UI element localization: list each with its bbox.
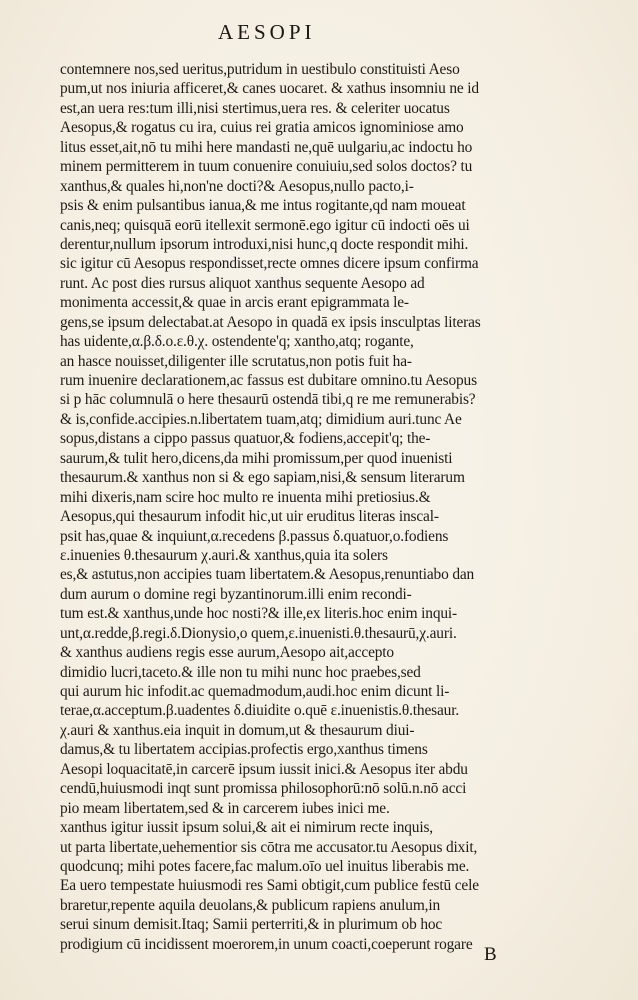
text-line: Aesopus,qui thesaurum infodit hic,ut uir eruditus literas inscal- (60, 508, 439, 526)
text-line: & is,confide.accipies.n.libertatem tuam,atq; dimidium auri.tunc Ae (60, 410, 462, 428)
text-line: tum est.& xanthus,unde hoc nosti?& ille,ex literis.hoc enim inqui- (60, 605, 458, 623)
text-line: rum inuenire declarationem,ac fassus est dubitare omnino.tu Aesopus (60, 372, 477, 389)
text-line: es,& astutus,non accipies tuam libertatem.& Aesopus,renuntiabo dan (60, 566, 475, 584)
text-line: saurum,& tulit hero,dicens,da mihi promissum,per quod inuenisti (60, 449, 453, 467)
text-line: cendū,huiusmodi inqt sunt promissa philosophorū:nō solū.n.nō acci (60, 780, 467, 798)
text-line: minem permitterem in tuum conuenire conuiuiu,sed solos doctos? tu (60, 158, 473, 176)
text-line: sopus,distans a cippo passus quatuor,& fodiens,accepit'q; the- (60, 430, 431, 448)
text-line: est,an uera res:tum illi,nisi stertimus,uera res. & celeriter uocatus (60, 99, 450, 117)
text-line: prodigium cū incidissent moerorem,in unum coacti,coeperunt rogare (60, 935, 473, 953)
text-line: Ea uero tempestate huiusmodi res Sami obtigit,cum publice festū cele (60, 877, 479, 895)
text-line: pum,ut nos iniuria afficeret,& canes uocaret. & xathus insomniu ne id (60, 80, 479, 98)
text-line: terae,α.acceptum.β.uadentes δ.diuidite ο.quē ε.inuenistis.θ.thesaur. (60, 702, 460, 720)
text-line: unt,α.redde,β.regi.δ.Dionysio,ο quem,ε.inuenisti.θ.thesaurū,χ.auri. (60, 624, 457, 642)
text-line: litus esset,ait,nō tu mihi here mandasti ne,quē uulgariu,ac indoctu ho (60, 138, 473, 156)
text-line: dimidio lucri,taceto.& ille non tu mihi nunc hoc praebes,sed (60, 663, 421, 681)
text-line: xanthus,& quales hi,non'ne docti?& Aesopus,nullo pacto,i- (60, 177, 414, 195)
running-head: AESOPI (218, 20, 316, 44)
text-line: serui sinum demisit.Itaq; Samii perterriti,& in plurimum ob hoc (60, 916, 443, 934)
text-line: mihi dixeris,nam scire hoc multo re inuenta mihi pretiosius.& (60, 488, 431, 506)
text-line: sic igitur cū Aesopus respondisset,recte omnes dicere ipsum confirma (60, 255, 479, 273)
text-line: dum aurum o domine regi byzantinorum.illi enim recondi- (60, 585, 412, 603)
text-line: monimenta accessit,& quae in arcis erant epigrammata le- (60, 294, 409, 312)
text-line: quodcunq; mihi potes facere,fac malum.oīo uel inuitus liberabis me. (60, 857, 470, 875)
text-line: xanthus igitur iussit ipsum solui,& ait ei nimirum recte inquis, (60, 819, 434, 837)
text-line: & xanthus audiens regis esse aurum,Aesopo ait,accepto (60, 644, 394, 662)
text-line: thesaurum.& xanthus non si & ego sapiam,nisi,& sensum literarum (60, 469, 465, 487)
text-line: an hasce nouisset,diligenter ille scrutatus,non potis fuit ha- (60, 352, 412, 370)
text-line: derentur,nullum ipsorum introduxi,nisi hunc,q docte respondit mihi. (60, 235, 469, 253)
signature-mark: B (484, 944, 497, 965)
text-line: qui aurum hic infodit.ac quemadmodum,audi.hoc enim dicunt li- (60, 683, 450, 700)
text-line: si p hāc columnulā o here thesaurū ostendā tibi,q re me remunerabis? (60, 391, 476, 409)
body-text (60, 60, 580, 954)
text-line: Aesopi loquacitatē,in carcerē ipsum iussit inici.& Aesopus iter abdu (60, 760, 468, 778)
text-line: has uidente,α.β.δ.ο.ε.θ.χ. ostendente'q; xantho,atq; rogante, (60, 333, 414, 351)
text-line: damus,& tu libertatem accipias.profectis ergo,xanthus timens (60, 741, 428, 759)
text-line: χ.auri & xanthus.eia inquit in domum,ut & thesaurum diui- (60, 721, 415, 739)
text-line: ut parta libertate,uehementior sis cōtra me accusator.tu Aesopus dixit, (60, 838, 478, 856)
text-line: runt. Ac post dies rursus aliquot xanthus sequente Aesopo ad (60, 274, 425, 292)
text-line: braretur,repente aquila deuolans,& publicum rapiens anulum,in (60, 896, 441, 914)
text-line: psis & enim pulsantibus ianua,& me intus rogitante,qd nam moueat (60, 197, 466, 215)
text-line: canis,neq; quisquā eorū itellexit sermonē.ego igitur cū indocti oēs ui (60, 216, 470, 234)
text-line: pio meam libertatem,sed & in carcerem iubes inici me. (60, 799, 390, 817)
text-line: psit has,quae & inquiunt,α.recedens β.passus δ.quatuor,ο.fodiens (60, 527, 449, 545)
text-line: gens,se ipsum delectabat.at Aesopo in quadā ex ipsis insculptas literas (60, 313, 481, 331)
text-line: ε.inuenies θ.thesaurum χ.auri.& xanthus,quia ita solers (60, 546, 388, 564)
text-line: Aesopus,& rogatus cu ira, cuius rei gratia amicos ignominiose amo (60, 119, 464, 137)
text-line: contemnere nos,sed ueritus,putridum in uestibulo constituisti Aeso (60, 61, 460, 78)
